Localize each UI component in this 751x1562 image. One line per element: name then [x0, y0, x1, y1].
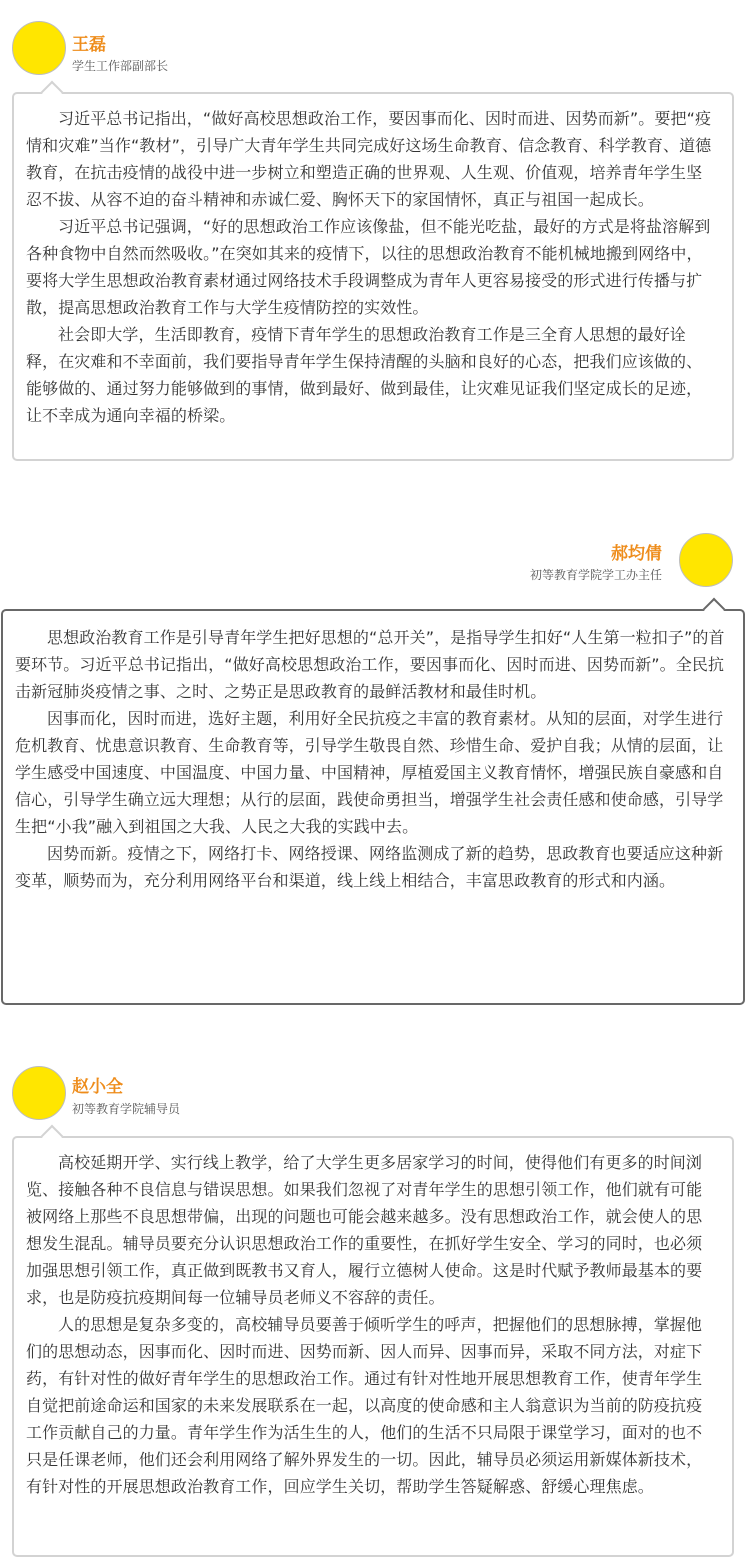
message-bubble: [12, 1136, 734, 1557]
message-bubble: [1, 609, 745, 1005]
avatar: [12, 21, 66, 75]
paragraph: 人的思想是复杂多变的，高校辅导员要善于倾听学生的呼声，把握他们的思想脉搏，掌握他们的思想动态，因事而化、因时而进、因势而新、因人而异、因事而异，采取不同方法，对症下药，有针对性的做好青年学生的思想政治工作。通过有针对性地开展思想教育工作，使青年学生自觉把前途命运和国家的未来发展联系在一起，以高度的使命感和主人翁意识为当前的防疫抗疫工作贡献自己的力量。青年学生作为活生生的人，他们的生活不只局限于课堂学习，面对的也不只是任课老师，他们还会利用网络了解外界发生的一切。因此，辅导员必须运用新媒体新技术，有针对性的开展思想政治教育工作，回应学生关切，帮助学生答疑解惑、舒缓心理焦虑。: [26, 1315, 703, 1496]
author-role: 初等教育学院辅导员: [72, 1102, 181, 1116]
author-role: 学生工作部副部长: [72, 59, 169, 73]
bubble-pointer: [41, 1125, 64, 1148]
author-name: 郝均倩: [611, 544, 662, 564]
paragraph: 思想政治教育工作是引导青年学生把好思想的“总开关”，是指导学生扣好“人生第一粒扣子”的首要环节。习近平总书记指出，“做好高校思想政治工作，要因事而化、因时而进、因势而新”。全民抗击新冠肺炎疫情之事、之时、之势正是思政教育的最鲜活教材和最佳时机。: [15, 628, 725, 701]
paragraph: 因事而化，因时而进，选好主题，利用好全民抗疫之丰富的教育素材。从知的层面，对学生进行危机教育、忧患意识教育、生命教育等，引导学生敬畏自然、珍惜生命、爱护自我；从情的层面，让学生感受中国速度、中国温度、中国力量、中国精神，厚植爱国主义教育情怀，增强民族自豪感和自信心，引导学生确立远大理想；从行的层面，践使命勇担当，增强学生社会责任感和使命感，引导学生把“小我”融入到祖国之大我、人民之大我的实践中去。: [15, 709, 724, 836]
paragraph: 高校延期开学、实行线上教学，给了大学生更多居家学习的时间，使得他们有更多的时间浏览、接触各种不良信息与错误思想。如果我们忽视了对青年学生的思想引领工作，他们就有可能被网络上那些不良思想带偏，出现的问题也可能会越来越多。没有思想政治工作，就会使人的思想发生混乱。辅导员要充分认识思想政治工作的重要性，在抓好学生安全、学习的同时，也必须加强思想引领工作，真正做到既教书又育人，履行立德树人使命。这是时代赋予教师最基本的要求，也是防疫抗疫期间每一位辅导员老师义不容辞的责任。: [26, 1153, 703, 1307]
bubble-pointer: [41, 81, 64, 104]
paragraph: 习近平总书记强调，“好的思想政治工作应该像盐，但不能光吃盐，最好的方式是将盐溶解到各种食物中自然而然吸收。”在突如其来的疫情下，以往的思想政治教育不能机械地搬到网络中，要将大学生思想政治教育素材通过网络技术手段调整成为青年人更容易接受的形式进行传播与扩散，提高思想政治教育工作与大学生疫情防控的实效性。: [26, 217, 711, 317]
bubble-pointer: [703, 598, 726, 621]
author-name: 王磊: [72, 35, 106, 55]
avatar: [12, 1066, 66, 1120]
avatar: [679, 533, 733, 587]
paragraph: 习近平总书记指出，“做好高校思想政治工作，要因事而化、因时而进、因势而新”。要把“疫情和灾难”当作“教材”，引导广大青年学生共同完成好这场生命教育、信念教育、科学教育、道德教育，在抗击疫情的战役中进一步树立和塑造正确的世界观、人生观、价值观，培养青年学生坚忍不拔、从容不迫的奋斗精神和赤诚仁爱、胸怀天下的家国情怀，真正与祖国一起成长。: [26, 109, 712, 209]
author-role: 初等教育学院学工办主任: [529, 568, 662, 582]
paragraph: 社会即大学，生活即教育，疫情下青年学生的思想政治教育工作是三全育人思想的最好诠释，在灾难和不幸面前，我们要指导青年学生保持清醒的头脑和良好的心态，把我们应该做的、能够做的、通过努力能够做到的事情，做到最好、做到最佳，让灾难见证我们坚定成长的足迹，让不幸成为通向幸福的桥梁。: [26, 325, 703, 425]
paragraph: 因势而新。疫情之下，网络打卡、网络授课、网络监测成了新的趋势，思政教育也要适应这种新变革，顺势而为，充分利用网络平台和渠道，线上线上相结合，丰富思政教育的形式和内涵。: [15, 844, 724, 890]
author-name: 赵小全: [72, 1077, 123, 1097]
message-bubble: [12, 92, 734, 461]
